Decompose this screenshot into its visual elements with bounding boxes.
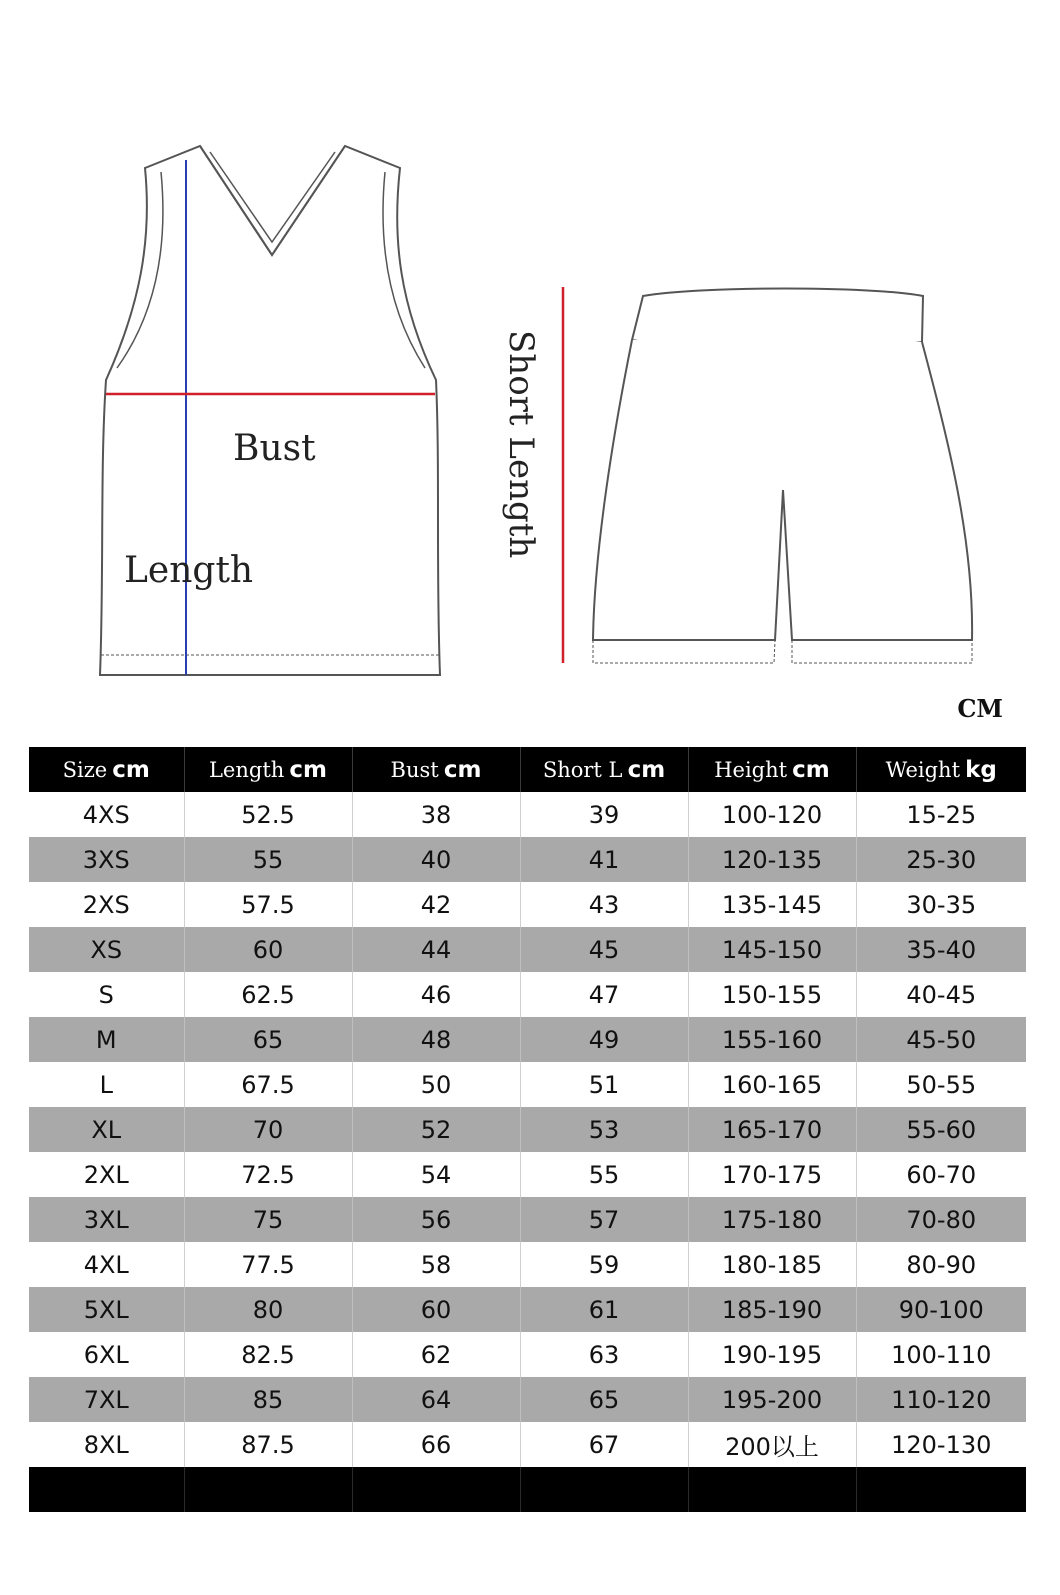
footer-cell — [856, 1467, 1026, 1512]
table-cell: S — [29, 972, 184, 1017]
table-cell: 75 — [184, 1197, 352, 1242]
table-cell: 80-90 — [906, 1250, 977, 1279]
table-row — [29, 1197, 1026, 1242]
table-cell: 47 — [520, 972, 688, 1017]
column-header-name: Size — [62, 757, 108, 782]
table-cell: 45-50 — [856, 1017, 1026, 1062]
size-chart-table — [29, 747, 1026, 1512]
table-cell: 52 — [352, 1107, 520, 1152]
column-header — [688, 747, 856, 792]
footer-cell — [29, 1467, 184, 1512]
table-cell: 53 — [520, 1107, 688, 1152]
column-header-name: Height — [714, 757, 788, 782]
table-row — [29, 927, 1026, 972]
table-cell: 4XS — [29, 792, 184, 837]
table-cell: 54 — [352, 1152, 520, 1197]
table-cell: 57 — [520, 1197, 688, 1242]
unit-label: CM — [957, 694, 1003, 723]
footer-cell — [688, 1467, 856, 1512]
table-cell: 55 — [520, 1152, 688, 1197]
table-cell: 7XL — [29, 1377, 184, 1422]
table-cell: 58 — [352, 1242, 520, 1287]
table-row — [29, 882, 1026, 927]
table-cell: 51 — [520, 1062, 688, 1107]
table-cell: 70-80 — [856, 1197, 1026, 1242]
table-cell: 5XL — [29, 1287, 184, 1332]
table-cell: 62.5 — [184, 972, 352, 1017]
table-cell: 52.5 — [184, 792, 352, 837]
table-cell: 60 — [352, 1287, 520, 1332]
table-cell: 40-45 — [906, 980, 977, 1009]
table-cell: 65 — [184, 1017, 352, 1062]
table-cell: 64 — [352, 1377, 520, 1422]
table-cell: 55 — [184, 837, 352, 882]
column-header — [520, 747, 688, 792]
table-cell: 8XL — [29, 1422, 184, 1467]
garment-diagram — [0, 0, 1060, 700]
table-cell: 85 — [184, 1377, 352, 1422]
table-cell: 170-175 — [688, 1152, 856, 1197]
table-row — [29, 1107, 1026, 1152]
table-cell: 80 — [184, 1287, 352, 1332]
column-header — [856, 747, 1026, 792]
footer-cell — [352, 1467, 520, 1512]
table-footer-bar — [29, 1467, 1026, 1512]
table-cell: 175-180 — [688, 1197, 856, 1242]
table-cell: 67 — [520, 1422, 688, 1467]
table-cell: 67.5 — [184, 1062, 352, 1107]
table-cell: 2XL — [29, 1152, 184, 1197]
table-cell: L — [29, 1062, 184, 1107]
table-cell: 2XS — [29, 882, 184, 927]
column-header — [29, 747, 184, 792]
table-cell: 190-195 — [688, 1332, 856, 1377]
table-cell: 135-145 — [688, 882, 856, 927]
table-cell: 195-200 — [688, 1377, 856, 1422]
table-cell: 25-30 — [856, 837, 1026, 882]
shorts-illustration — [593, 289, 972, 664]
table-cell: 62 — [352, 1332, 520, 1377]
table-cell: 150-155 — [688, 972, 856, 1017]
table-cell: 100-110 — [891, 1340, 992, 1369]
table-cell: 57.5 — [184, 882, 352, 927]
table-cell: 61 — [520, 1287, 688, 1332]
table-row — [29, 1422, 1026, 1467]
table-row — [29, 837, 1026, 882]
footer-cell — [520, 1467, 688, 1512]
table-cell: 15-25 — [906, 800, 977, 829]
table-row — [29, 792, 1026, 837]
table-cell: 77.5 — [184, 1242, 352, 1287]
table-row — [29, 1332, 1026, 1377]
table-cell: 120-135 — [688, 837, 856, 882]
table-cell: 43 — [520, 882, 688, 927]
table-cell: 65 — [520, 1377, 688, 1422]
table-cell: 30-35 — [906, 890, 977, 919]
table-cell: 6XL — [29, 1332, 184, 1377]
table-cell: 3XS — [29, 837, 184, 882]
table-cell: 60-70 — [906, 1160, 977, 1189]
table-row — [29, 972, 1026, 1017]
table-cell: 4XL — [29, 1242, 184, 1287]
table-row — [29, 1152, 1026, 1197]
table-cell: 41 — [520, 837, 688, 882]
table-cell: M — [29, 1017, 184, 1062]
table-cell: XL — [29, 1107, 184, 1152]
table-cell: 3XL — [29, 1197, 184, 1242]
column-header-unit: cm — [443, 756, 482, 783]
jersey-illustration — [100, 146, 440, 675]
table-cell: 110-120 — [856, 1377, 1026, 1422]
table-cell: 200以上 — [688, 1422, 856, 1467]
column-header-name: Bust — [390, 757, 439, 782]
table-cell: 55-60 — [856, 1107, 1026, 1152]
table-cell: 165-170 — [688, 1107, 856, 1152]
table-cell: 160-165 — [688, 1062, 856, 1107]
table-cell: 87.5 — [184, 1422, 352, 1467]
table-header-row — [29, 747, 1026, 792]
shorts-length-label: Short Length — [501, 330, 541, 559]
table-row — [29, 1242, 1026, 1287]
table-cell: 100-120 — [688, 792, 856, 837]
table-cell: 72.5 — [184, 1152, 352, 1197]
column-header — [352, 747, 520, 792]
table-cell: 56 — [352, 1197, 520, 1242]
table-body — [29, 792, 1026, 1467]
column-header-name: Weight — [885, 757, 961, 782]
table-cell: 155-160 — [688, 1017, 856, 1062]
table-cell: 66 — [352, 1422, 520, 1467]
table-cell: XS — [29, 927, 184, 972]
table-cell: 42 — [352, 882, 520, 927]
column-header-unit: cm — [627, 756, 666, 783]
table-cell: 63 — [520, 1332, 688, 1377]
table-cell: 40 — [352, 837, 520, 882]
table-cell: 59 — [520, 1242, 688, 1287]
table-cell: 120-130 — [891, 1430, 992, 1459]
table-cell: 90-100 — [856, 1287, 1026, 1332]
table-cell: 49 — [520, 1017, 688, 1062]
column-header-unit: cm — [112, 756, 150, 783]
table-row — [29, 1062, 1026, 1107]
table-cell: 35-40 — [856, 927, 1026, 972]
table-cell: 38 — [352, 792, 520, 837]
table-cell: 145-150 — [688, 927, 856, 972]
table-cell: 46 — [352, 972, 520, 1017]
table-cell: 48 — [352, 1017, 520, 1062]
table-cell: 45 — [520, 927, 688, 972]
table-row — [29, 1287, 1026, 1332]
table-cell: 44 — [352, 927, 520, 972]
table-cell: 39 — [520, 792, 688, 837]
column-header-unit: kg — [965, 756, 997, 783]
table-cell: 180-185 — [688, 1242, 856, 1287]
column-header — [184, 747, 352, 792]
table-cell: 82.5 — [184, 1332, 352, 1377]
column-header-unit: cm — [289, 756, 327, 783]
table-cell: 50 — [352, 1062, 520, 1107]
column-header-name: Short L — [542, 757, 623, 782]
jersey-bust-label: Bust — [233, 428, 316, 469]
column-header-name: Length — [208, 757, 285, 782]
table-row — [29, 1017, 1026, 1062]
table-cell: 70 — [184, 1107, 352, 1152]
table-cell: 50-55 — [906, 1070, 977, 1099]
table-cell: 185-190 — [688, 1287, 856, 1332]
table-row — [29, 1377, 1026, 1422]
column-header-unit: cm — [792, 756, 830, 783]
jersey-length-label: Length — [124, 550, 254, 591]
footer-cell — [184, 1467, 352, 1512]
table-cell: 60 — [184, 927, 352, 972]
